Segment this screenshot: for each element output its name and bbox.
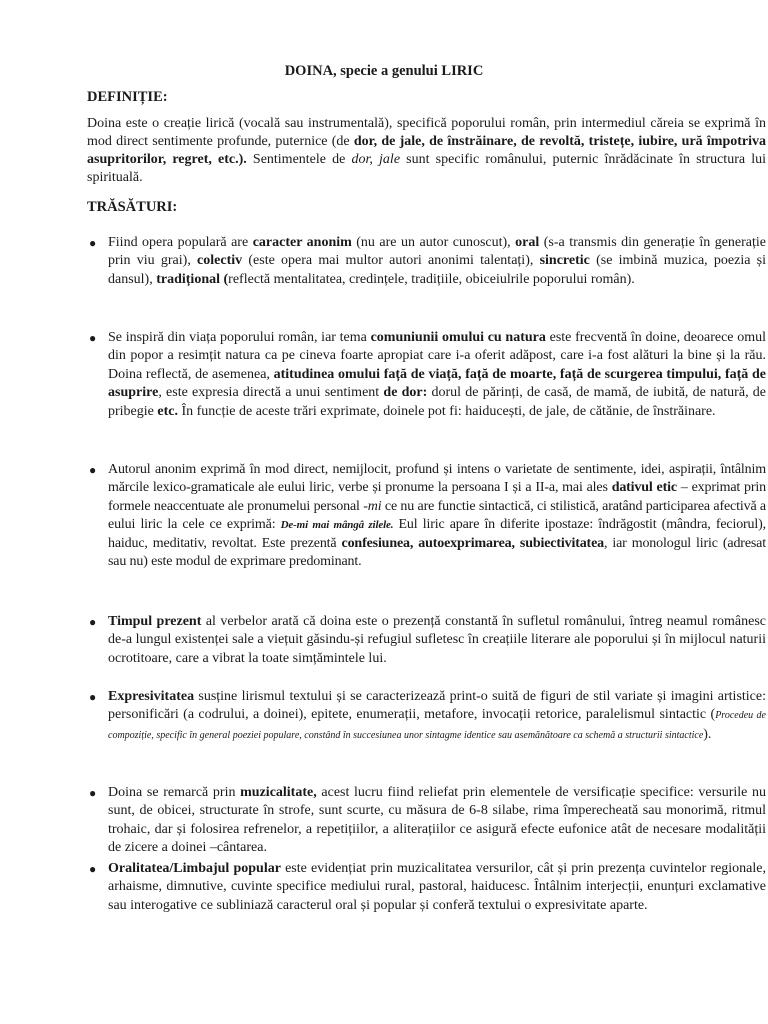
- bullet-7: ●: [89, 862, 97, 876]
- list-item: Se inspiră din viața poporului român, iar tema comuniunii omului cu natura este frecventă în doine, deoarece omul din popor a resimțit natura ca pe cineva foarte apropiat care i-a oferit adăpost, care i-a fost alături la bine și la rău. Doina reflectă, de asemenea, atitudinea omului față de viață, față de moarte, față de scurgerea timpului, față de asuprire, este expresia directă a unui sentiment de dor: dorul de părinți, de casă, de mamă, de iubită, de natură, de pribegie etc. În funcție de aceste trări exprimate, doinele pot fi: haiducești, de jale, de cătănie, de înstrăinare.: [108, 330, 767, 419]
- document-title: DOINA, specie a genului LIRIC: [284, 63, 484, 79]
- list-item: Autorul anonim exprimă în mod direct, nemijlocit, profund și intens o varietate de sentimente, idei, aspirații, întâlnim mărcile lexico-gramaticale ale eului liric, verbe și pronume la persoana I și a II-a, mai ales dativul etic – exprimat prin formele neaccentuate ale pronumelui personal -mi ce nu are functie sintactică, ci stilistică, aratând participarea afectivă a eului liric la cele ce exprimă: De-mi mai mângâ zilele. Eul liric apare în diferite ipostaze: îndrăgostit (mândra, feciorul), haiduc, meditativ, revoltat. Este prezentă confesiunea, autoexprimarea, subiectivitatea, iar monologul liric (adresat sau nu) este modul de exprimare predominant.: [108, 462, 767, 570]
- bullet-2: ●: [89, 331, 97, 345]
- list-item: Oralitatea/Limbajul popular este evidențiat prin muzicalitatea versurilor, cât și prin prezența cuvintelor regionale, arhaisme, dimnutive, cuvinte specifice mediului rural, pastoral, haiducesc. Întâlnim interjecții, enunțuri exclamative sau interogative ce subliniază caracterul oral și popular și conferă textului o expresivitate aparte.: [108, 861, 766, 913]
- definition-heading: DEFINIȚIE:: [87, 89, 168, 105]
- bullet-5: ●: [89, 690, 97, 704]
- definition-paragraph: Doina este o creație lirică (vocală sau instrumentală), specifică poporului român, prin intermediul căreia se exprimă în mod direct sentimente profunde, puternice (de dor, de jale, de înstrăinare, de revoltă, tristețe, iubire, ură împotriva asupritorilor, regret, etc.). Sentimentele de dor, jale sunt specific românului, puternic înrădăcinate în structura lui spirituală.: [87, 116, 767, 185]
- list-item: Fiind opera populară are caracter anonim (nu are un autor cunoscut), oral (s-a transmis din generație în generație prin viu grai), colectiv (este opera mai multor autori anonimi talentați), sincretic (se imbină muzica, poezia și dansul), tradițional (reflectă mentalitatea, credințele, tradițiile, obiceiulrile poporului român).: [108, 235, 766, 287]
- bullet-4: ●: [89, 615, 97, 629]
- list-item: Expresivitatea susține lirismul textului și se caracterizează print-o suită de figuri de stil variate și imagini artistice: personificări (a codrului, a doinei), epitete, enumerații, metafore, invocații retorice, paralelismul sintactic (Procedeu de compoziție, specific în general poeziei populare, constând în succesiunea unor sintagme identice sau asemănătoare ca schemă a structurii sintactice).: [108, 689, 766, 742]
- list-item: Doina se remarcă prin muzicalitate, acest lucru fiind reliefat prin elementele de versificație specifice: versurile nu sunt, de obicei, structurate în strofe, sunt scurte, cu măsura de 6-8 silabe, rima împerecheată sau monorimă, ritmul trohaic, dar și folosirea refrenelor, a repetițiilor, a aliterațiilor ce asigură efecte eufonice atât de necesare modalității de zicere a doinei –cântarea.: [108, 785, 767, 856]
- bullet-1: ●: [89, 236, 97, 250]
- bullet-3: ●: [89, 463, 97, 477]
- list-item: Timpul prezent al verbelor arată că doina este o prezență constantă în sufletul românului, întreg neamul românesc de-a lungul existenței sale a viețuit găsindu-și refugiul sufletesc în creațiile literare ale poporului și în mijlocul naturii ocrotitoare, care a vibrat la toate simțămintele lui.: [108, 614, 766, 666]
- features-heading: TRĂSĂTURI:: [87, 199, 178, 215]
- bullet-6: ●: [89, 786, 97, 800]
